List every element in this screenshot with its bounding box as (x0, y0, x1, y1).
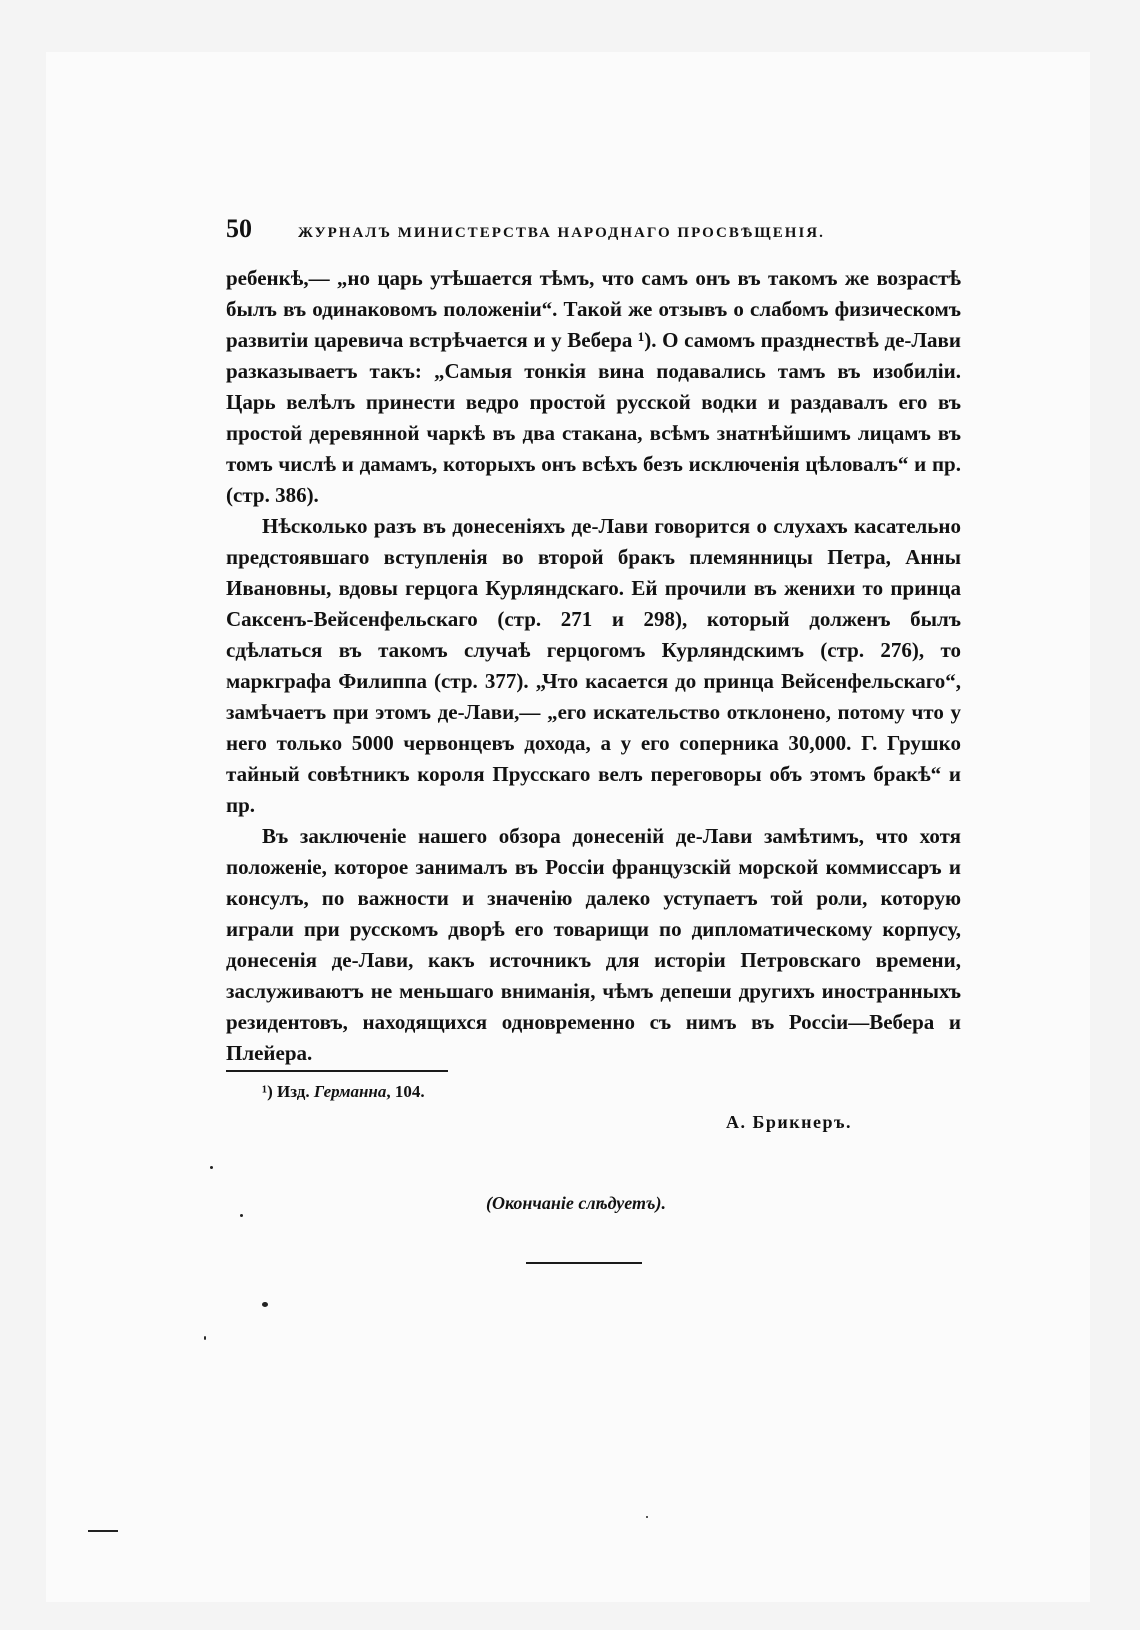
scan-speck (240, 1214, 243, 1217)
continuation-close: ). (655, 1193, 667, 1213)
footnote-rule (226, 1070, 448, 1072)
paragraph-2: Нѣсколько разъ въ донесеніяхъ де-Лави говорится о слухахъ касательно предстоявшаго вступленія во второй бракъ племянницы Петра, Анны Ивановны, вдовы герцога Курляндскаго. Ей прочили въ женихи то принца Саксенъ-Вейсенфельскаго (стр. 271 и 298), который долженъ былъ сдѣлаться въ такомъ случаѣ герцогомъ Курляндскимъ (стр. 276), то маркграфа Филиппа (стр. 377). „Что касается до принца Вейсенфельскаго“, замѣчаетъ при этомъ де-Лави,— „его искательство отклонено, потому что у него только 5000 червонцевъ дохода, а у его соперника 30,000. Г. Грушко тайный совѣтникъ короля Прусскаго велъ переговоры объ этомъ бракѣ“ и пр. (226, 514, 961, 817)
body-text (226, 263, 961, 1069)
scan-speck (204, 1336, 206, 1340)
continuation-open: ( (486, 1193, 492, 1213)
scan-speck (646, 1516, 648, 1518)
author-signature: А. Брикнеръ. (726, 1112, 853, 1132)
footnote-italic: Германна (313, 1082, 387, 1101)
continuation-note (486, 1193, 666, 1214)
footnote-prefix: Изд. (277, 1082, 310, 1101)
paragraph-3: Въ заключеніе нашего обзора донесеній де-Лави замѣтимъ, что хотя положеніе, которое занималъ въ Россіи французскій морской коммиссаръ и консулъ, по важности и значенію далеко уступаетъ той роли, которую играли при русскомъ дворѣ его товарищи по дипломатическому корпусу, донесенія де-Лави, какъ источникъ для исторіи Петровскаго времени, заслуживаютъ не меньшаго вниманія, чѣмъ депеши другихъ иностранныхъ резидентовъ, находящихся одновременно съ нимъ въ Россіи—Вебера и Плейера. (226, 824, 961, 1065)
page-header (226, 214, 966, 250)
scan-speck (262, 1302, 268, 1307)
footnote-marker: ¹) (262, 1082, 273, 1101)
scan-speck (210, 1166, 213, 1169)
continuation-text: Окончаніе слѣдуетъ (492, 1193, 656, 1213)
footnote (262, 1082, 425, 1102)
paragraph-1: ребенкѣ,— „но царь утѣшается тѣмъ, что самъ онъ въ такомъ же возрастѣ былъ въ одинаковомъ положеніи“. Такой же отзывъ о слабомъ физическомъ развитіи царевича встрѣчается и у Вебера ¹). О самомъ празднествѣ де-Лави разказываетъ такъ: „Самыя тонкія вина подавались тамъ въ изобиліи. Царь велѣлъ принести ведро простой русской водки и раздавалъ его въ простой деревянной чаркѣ въ два стакана, всѣмъ знатнѣйшимъ лицамъ въ томъ числѣ и дамамъ, которыхъ онъ всѣхъ безъ исключенія цѣловалъ“ и пр. (стр. 386). (226, 266, 961, 507)
end-rule (526, 1262, 642, 1264)
margin-mark (88, 1530, 118, 1532)
footnote-suffix: , 104. (386, 1082, 425, 1101)
page-number: 50 (226, 214, 252, 243)
running-title: ЖУРНАЛЪ МИНИСТЕРСТВА НАРОДНАГО ПРОСВѢЩЕНІЯ. (298, 225, 825, 241)
